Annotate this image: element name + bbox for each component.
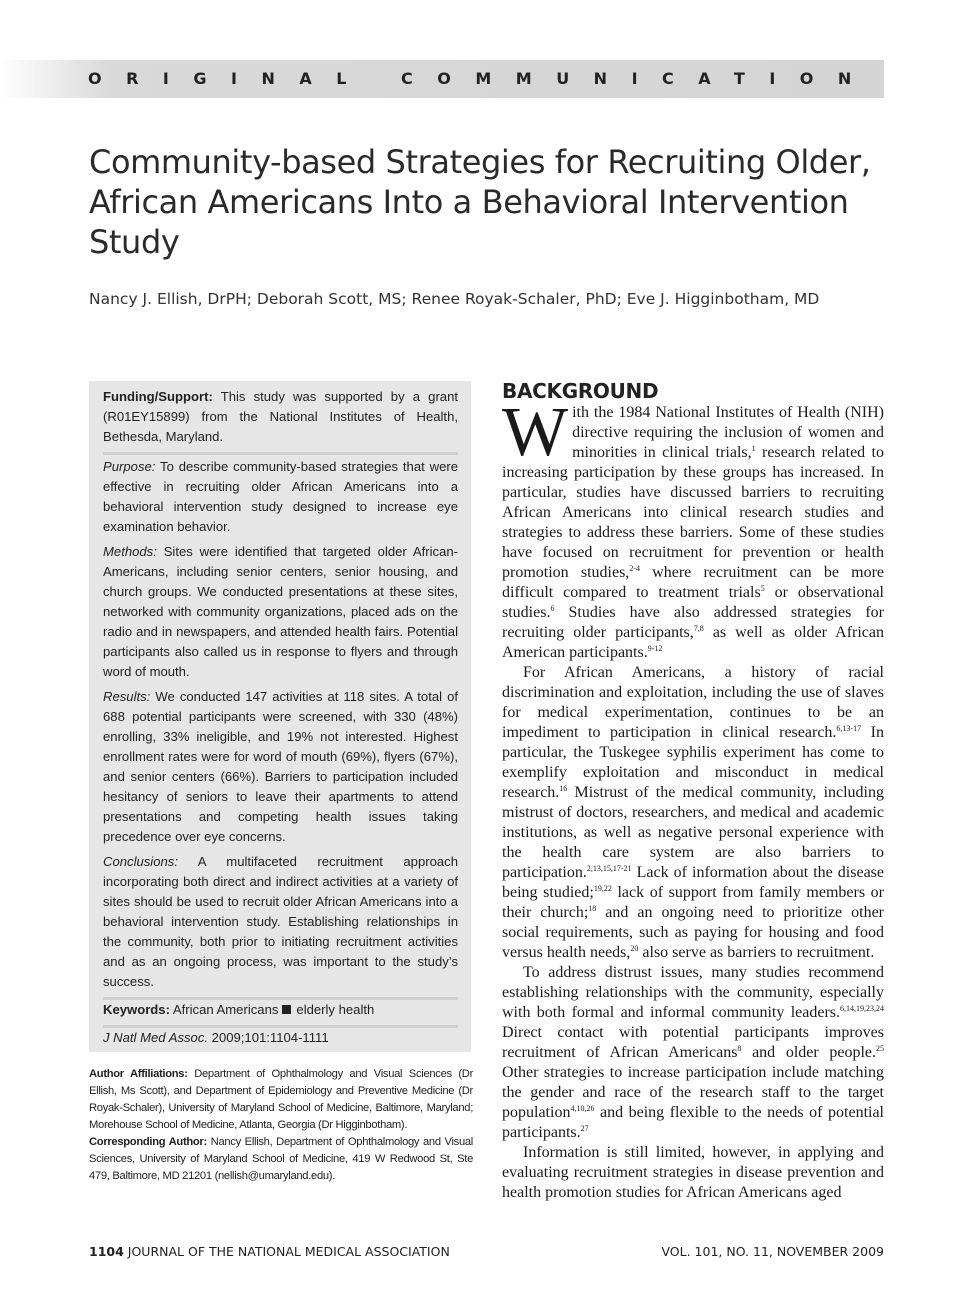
body-paragraph: [502, 663, 884, 963]
text-run: and being flexible to the needs of potential participants.: [502, 1104, 884, 1141]
page-footer-left: [89, 1244, 450, 1259]
purpose-label: Purpose:: [103, 459, 156, 474]
keyword: African Americans: [172, 1002, 279, 1017]
author-list: Nancy J. Ellish, DrPH; Deborah Scott, MS; Renee Royak-Schaler, PhD; Eve J. Higginbotham, MD: [89, 290, 820, 308]
citation-line: [103, 1028, 458, 1048]
reference-mark: 1: [751, 444, 756, 453]
article-title: Community-based Strategies for Recruiting Older, African Americans Into a Behavioral Intervention Study: [89, 143, 871, 261]
text-run: where recruitment can be more difficult compared to treatment trials: [502, 564, 884, 601]
body-paragraph: [502, 394, 884, 663]
purpose-paragraph: [103, 457, 458, 537]
methods-paragraph: [103, 542, 458, 682]
methods-text: Sites were identified that targeted older African-Americans, including senior centers, senior housing, and church groups. We conducted presentations at these sites, networked with community organizations, placed ads on the radio and in newspapers, and attended health fairs. Potential participants also called us in response to flyers and through word of mouth.: [103, 544, 459, 679]
corresponding-author-text: Nancy Ellish, Department of Ophthalmology and Visual Sciences, University of Maryland School of Medicine, 419 W Redwood St, Ste 479, Baltimore, MD 21201 (nellish@umaryland.edu).: [89, 1136, 473, 1182]
text-run: and an ongoing need to prioritize other social requirements, such as paying for housing and food versus health needs,: [502, 904, 885, 961]
text-run: Other strategies to increase participation include matching the gender and race of the research staff to the target population: [502, 1064, 884, 1121]
text-run: To address distrust issues, many studies recommend establishing relationships with the community, especially with both formal and informal community leaders.: [502, 964, 884, 1021]
issue-info: VOL. 101, NO. 11, NOVEMBER 2009: [661, 1244, 884, 1259]
section-label: ORIGINAL COMMUNICATION: [88, 69, 876, 88]
text-run: Mistrust of the medical community, including mistrust of doctors, researchers, and medical and academic institutions, as well as negative personal experience with the health care system are also barriers to participation.: [502, 784, 884, 881]
square-bullet-icon: [282, 1005, 291, 1014]
text-run: as well as older African American participants.: [502, 624, 884, 661]
reference-mark: 2-4: [629, 564, 640, 573]
reference-mark: 7,8: [693, 624, 704, 633]
reference-mark: 5: [760, 584, 765, 593]
reference-mark: 16: [559, 784, 568, 793]
reference-mark: 25: [876, 1044, 885, 1053]
conclusions-paragraph: [103, 852, 458, 992]
reference-mark: 20: [630, 944, 639, 953]
reference-mark: 4,10,26: [570, 1104, 595, 1113]
body-text: [502, 394, 885, 1203]
methods-label: Methods:: [103, 544, 157, 559]
abstract-divider: [103, 452, 458, 455]
results-paragraph: [103, 687, 458, 847]
text-run: or observational studies.: [502, 584, 884, 621]
results-label: Results:: [103, 689, 151, 704]
text-run: Information is still limited, however, in applying and evaluating recruitment strategies in disease prevention and health promotion studies for African Americans aged: [502, 1144, 884, 1201]
abstract-content: [103, 387, 458, 1053]
reference-mark: 27: [580, 1124, 589, 1133]
text-run: Lack of information about the disease being studied;: [502, 864, 884, 901]
text-run: and older people.: [741, 1044, 877, 1061]
conclusions-text: A multifaceted recruitment approach incorporating both direct and indirect activities at a variety of sites should be used to recruit older African Americans into a behavioral intervention study. Establishing relationships in the community, both prior to initiating recruitment activities and as an ongoing process, was important to the study’s success.: [103, 854, 458, 989]
reference-mark: 8: [737, 1044, 742, 1053]
author-affiliations: [89, 1066, 473, 1185]
affiliations-label: Author Affiliations:: [89, 1068, 188, 1080]
text-run: lack of support from family members or their church;: [502, 884, 884, 921]
text-run: Direct contact with potential participants improves recruitment of African Americans: [502, 1024, 884, 1061]
text-run: Studies have also addressed strategies for recruiting older participants,: [502, 604, 884, 641]
keyword: elderly health: [296, 1002, 375, 1017]
drop-cap: W: [502, 394, 569, 471]
funding-text: This study was supported by a grant (R01EY15899) from the National Institutes of Health, Bethesda, Maryland.: [103, 389, 459, 444]
reference-mark: 2,13,15,17-21: [586, 864, 632, 873]
reference-mark: 19,22: [593, 884, 612, 893]
funding-paragraph: [103, 387, 458, 447]
purpose-text: To describe community-based strategies that were effective in recruiting older African Americans into a behavioral intervention study designed to increase eye examination behavior.: [103, 459, 458, 534]
citation-journal: J Natl Med Assoc.: [103, 1030, 209, 1045]
text-run: also serve as barriers to recruitment.: [638, 944, 875, 961]
text-run: ith the 1984 National Institutes of Health (NIH) directive requiring the inclusion of women and minorities in clinical trials,: [572, 404, 884, 461]
text-run: research related to increasing participation by these groups has increased. In particular, studies have discussed barriers to recruiting African Americans into clinical research studies and strategies to address these barriers. Some of these studies have focused on recruitment for prevention or health promotion studies,: [502, 444, 884, 581]
reference-mark: 6,13-17: [836, 724, 862, 733]
keywords-label: Keywords:: [103, 1002, 170, 1017]
text-run: In particular, the Tuskegee syphilis experiment has come to exemplify exploitation and misconduct in medical research.: [502, 724, 884, 801]
affiliations-text: Department of Ophthalmology and Visual Sciences (Dr Ellish, Ms Scott), and Department of Epidemiology and Preventive Medicine (Dr Royak-Schaler), University of Maryland School of Medicine, Baltimore, Maryland; Morehouse School of Medicine, Atlanta, Georgia (Dr Higginbotham).: [89, 1068, 473, 1131]
abstract-box: [89, 381, 471, 1052]
page-number: 1104: [89, 1244, 124, 1259]
reference-mark: 6,14,19,23,24: [840, 1004, 884, 1013]
section-banner: [0, 60, 884, 98]
body-paragraph: [502, 1143, 884, 1203]
keywords-line: [103, 1000, 458, 1020]
funding-label: Funding/Support:: [103, 389, 213, 404]
text-run: For African Americans, a history of racial discrimination and exploitation, including the use of slaves for medical experimentation, continues to be an impediment to participation in clinical research.: [502, 664, 884, 741]
reference-mark: 18: [588, 904, 597, 913]
corresponding-author-label: Corresponding Author:: [89, 1136, 207, 1148]
reference-mark: 6: [550, 604, 555, 613]
journal-name: JOURNAL OF THE NATIONAL MEDICAL ASSOCIATION: [127, 1244, 450, 1259]
reference-mark: 9-12: [647, 644, 663, 653]
results-text: We conducted 147 activities at 118 sites. A total of 688 potential participants were screened, with 330 (48%) enrolling, 33% ineligible, and 19% not interested. Highest enrollment rates were for word of mouth (69%), flyers (67%), and senior centers (66%). Barriers to participation included hesitancy of seniors to leave their apartments to attend presentations and competing health issues taking precedence over eye concerns.: [103, 689, 459, 844]
section-heading: BACKGROUND: [502, 379, 659, 403]
body-paragraph: [502, 963, 884, 1143]
conclusions-label: Conclusions:: [103, 854, 178, 869]
citation-details: 2009;101:1104-1111: [208, 1030, 329, 1045]
